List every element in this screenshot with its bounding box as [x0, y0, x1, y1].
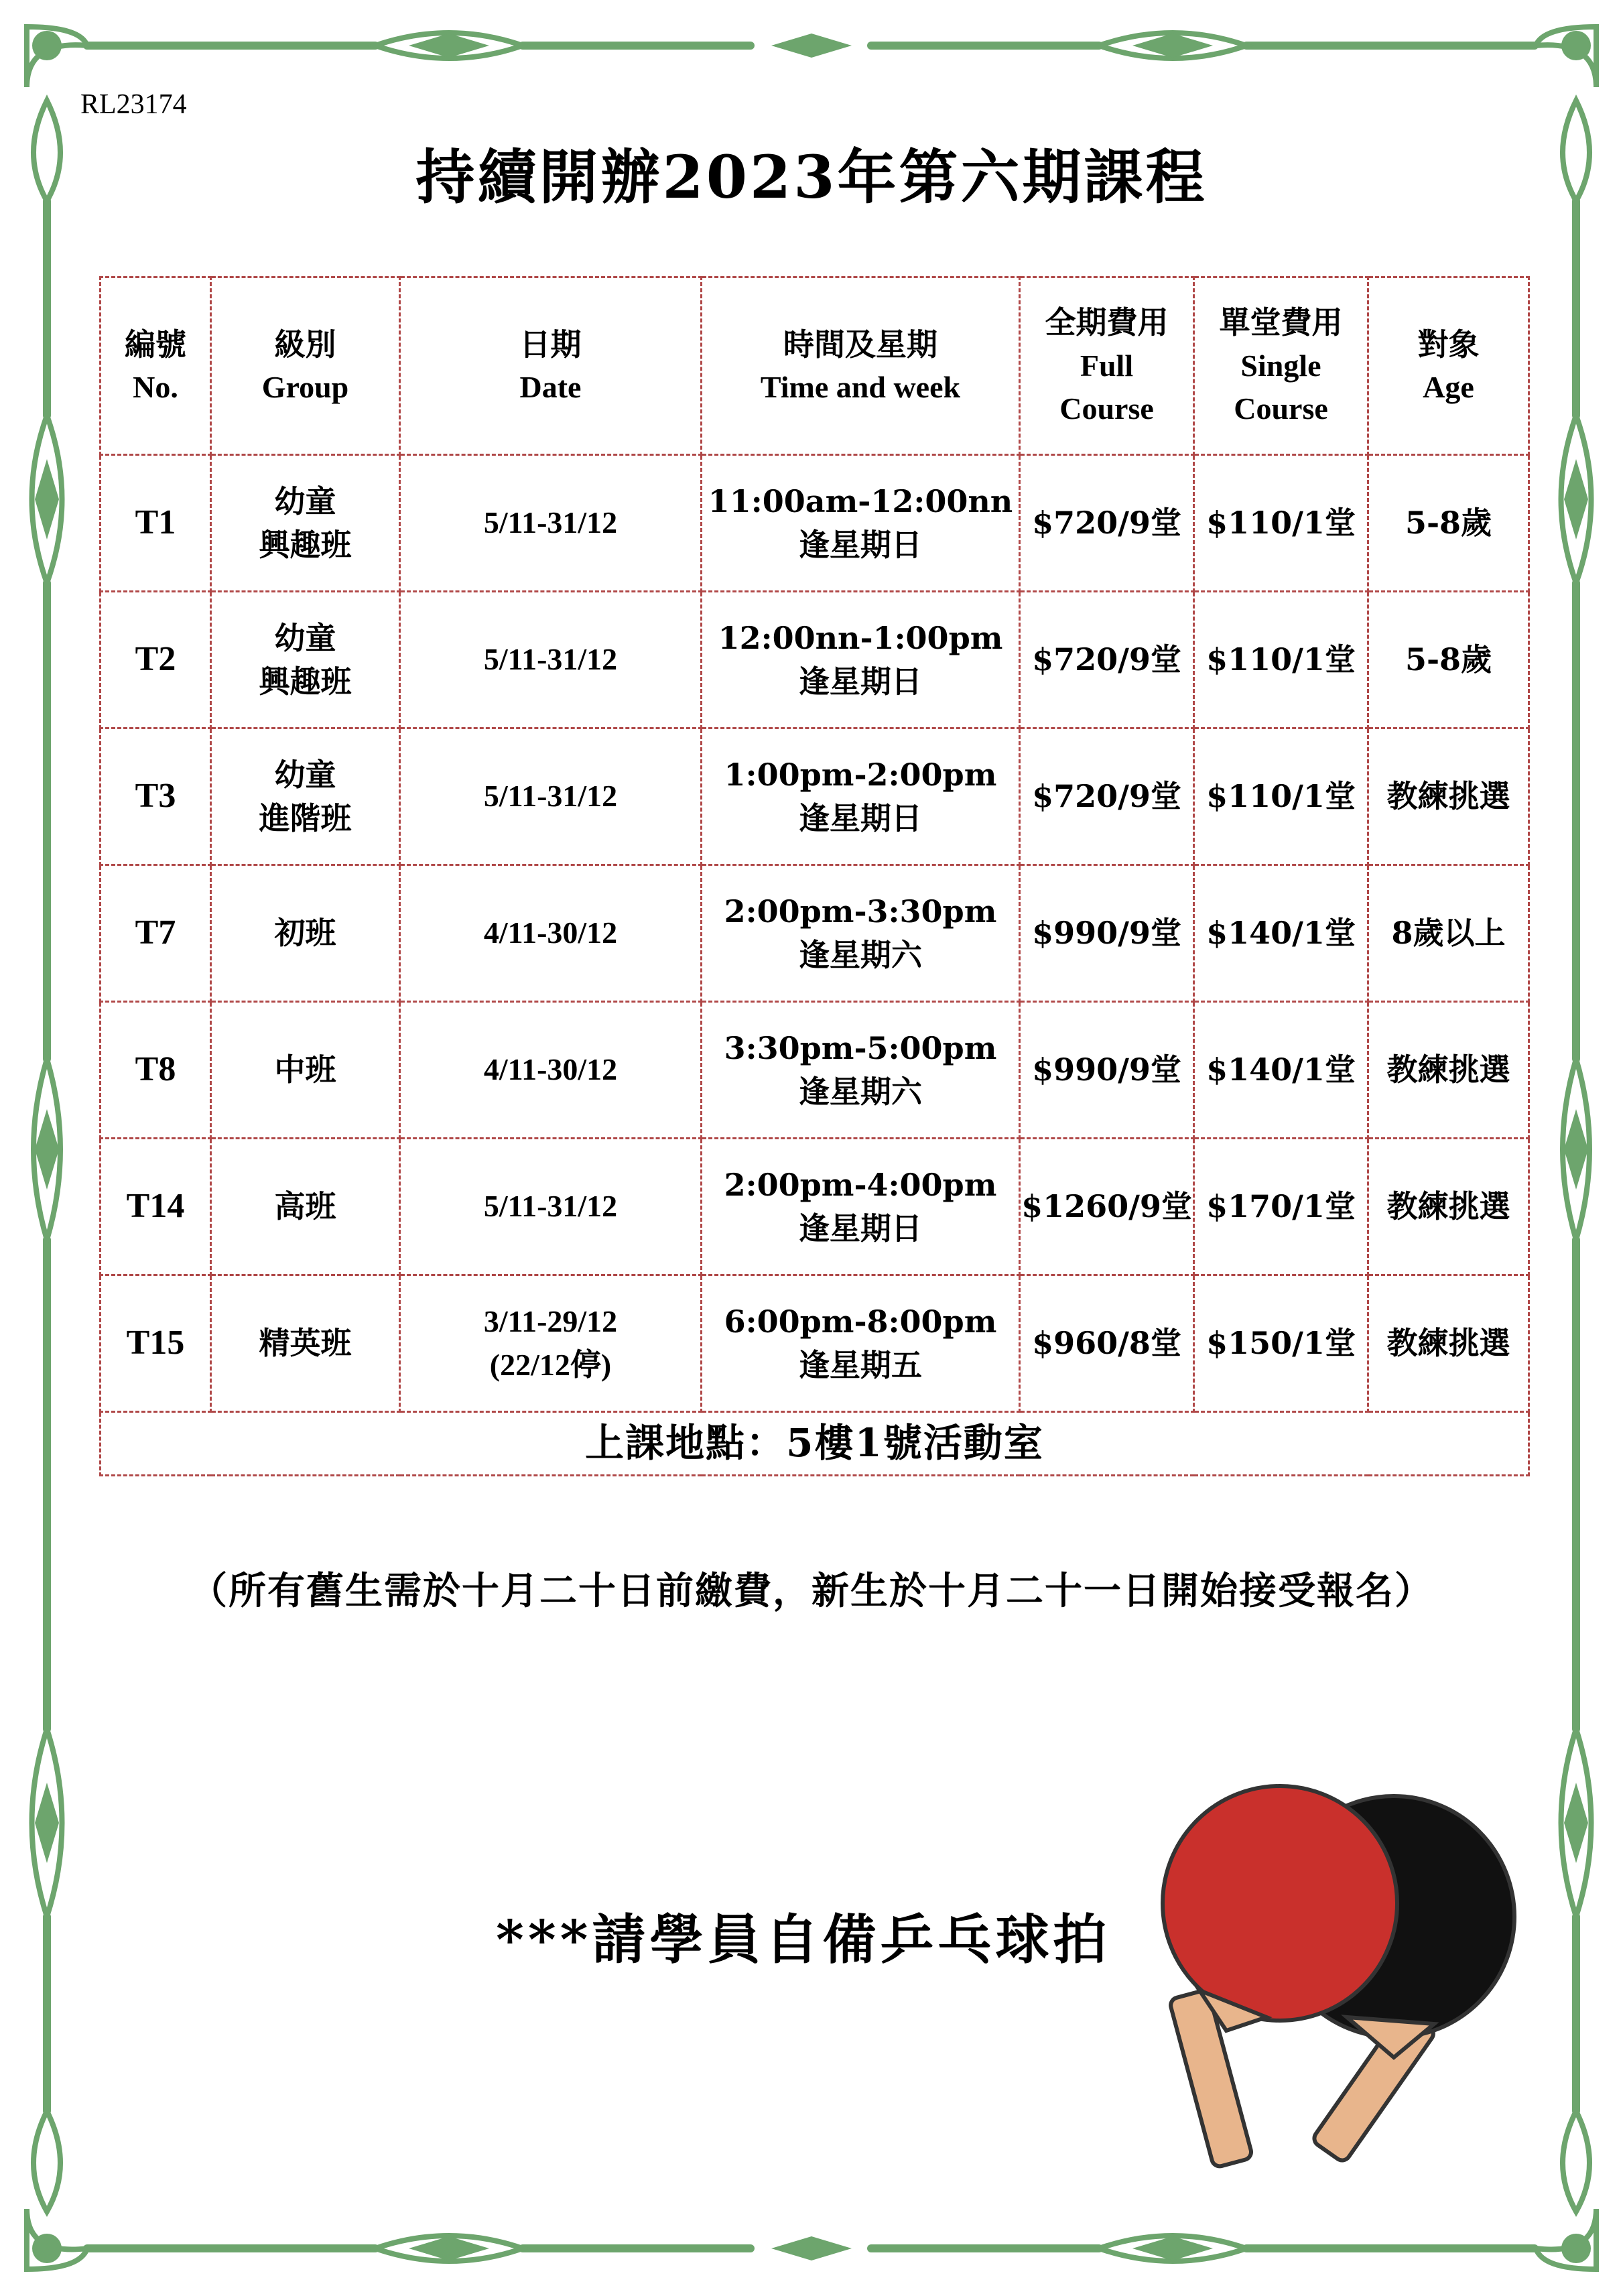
header-single-course: 單堂費用 Single Course	[1194, 277, 1368, 455]
age-age: 5-8歲	[1405, 505, 1492, 541]
course-time-cell	[702, 728, 1020, 865]
header-date: 日期 Date	[400, 277, 702, 455]
course-schedule-table	[99, 276, 1530, 1476]
single-fee-single: $150/1堂	[1206, 1325, 1356, 1362]
single-fee-cell	[1194, 1139, 1368, 1275]
course-code-cell	[101, 1275, 211, 1412]
table-header-row	[101, 277, 1529, 455]
single-fee-single: $110/1堂	[1206, 505, 1356, 541]
course-group-group1: 幼童	[274, 483, 336, 520]
registration-notice: （所有舊生需於十月二十日前繳費，新生於十月二十一日開始接受報名）	[190, 1569, 1433, 1613]
full-course-fee-full: $990/9堂	[1032, 915, 1181, 952]
course-code-code: T2	[135, 640, 176, 679]
course-code-cell	[101, 865, 211, 1002]
full-course-fee-cell	[1020, 455, 1194, 592]
single-fee-cell	[1194, 455, 1368, 592]
course-date-date1: 4/11-30/12	[483, 1052, 618, 1087]
age-cell	[1368, 455, 1529, 592]
full-course-fee-full: $720/9堂	[1032, 641, 1181, 678]
full-course-fee-full: $1260/9堂	[1021, 1188, 1192, 1225]
course-time-cell	[702, 592, 1020, 728]
course-code-code: T8	[135, 1050, 176, 1089]
course-date-cell	[400, 1275, 702, 1412]
course-time-day: 逢星期六	[799, 1073, 922, 1110]
course-time-time: 3:30pm-5:00pm	[724, 1030, 997, 1067]
course-group-cell	[211, 592, 400, 728]
course-time-day: 逢星期日	[799, 663, 922, 700]
single-fee-cell	[1194, 728, 1368, 865]
full-course-fee-full: $720/9堂	[1032, 505, 1181, 541]
course-code-cell	[101, 455, 211, 592]
table-row	[101, 455, 1529, 592]
course-code-cell	[101, 1139, 211, 1275]
single-fee-single: $110/1堂	[1206, 641, 1356, 678]
course-group-cell	[211, 865, 400, 1002]
header-full-course: 全期費用 Full Course	[1020, 277, 1194, 455]
full-course-fee-full: $990/9堂	[1032, 1051, 1181, 1088]
single-fee-cell	[1194, 592, 1368, 728]
course-time-day: 逢星期日	[799, 1210, 922, 1247]
course-code-code: T14	[126, 1187, 185, 1226]
full-course-fee-cell	[1020, 1275, 1194, 1412]
course-time-time: 2:00pm-3:30pm	[724, 893, 997, 930]
course-time-cell	[702, 455, 1020, 592]
course-time-time: 12:00nn-1:00pm	[718, 620, 1003, 657]
course-time-day: 逢星期五	[799, 1346, 922, 1383]
age-age: 教練挑選	[1386, 1188, 1510, 1225]
table-row	[101, 865, 1529, 1002]
course-date-cell	[400, 455, 702, 592]
age-age: 教練挑選	[1386, 1051, 1510, 1088]
age-age: 8歲以上	[1391, 915, 1506, 952]
course-date-cell	[400, 865, 702, 1002]
course-date-date1: 5/11-31/12	[483, 1189, 618, 1224]
single-fee-cell	[1194, 1002, 1368, 1139]
single-fee-single: $170/1堂	[1206, 1188, 1356, 1225]
course-date-date1: 4/11-30/12	[483, 915, 618, 950]
header-no: 編號 No.	[101, 277, 211, 455]
course-time-time: 1:00pm-2:00pm	[724, 757, 997, 793]
table-row	[101, 1275, 1529, 1412]
course-time-day: 逢星期六	[799, 936, 922, 973]
header-time: 時間及星期 Time and week	[702, 277, 1020, 455]
course-group-group2: 興趣班	[259, 663, 352, 700]
course-group-cell	[211, 1275, 400, 1412]
course-group-group1: 幼童	[274, 620, 336, 657]
course-code-code: T1	[135, 503, 176, 542]
single-fee-cell	[1194, 865, 1368, 1002]
course-group-cell	[211, 1139, 400, 1275]
course-group-group2: 興趣班	[259, 526, 352, 563]
full-course-fee-cell	[1020, 728, 1194, 865]
single-fee-single: $110/1堂	[1206, 778, 1356, 815]
age-cell	[1368, 592, 1529, 728]
course-time-time: 6:00pm-8:00pm	[724, 1303, 997, 1340]
location-row	[101, 1412, 1529, 1476]
table-row	[101, 1002, 1529, 1139]
header-age: 對象 Age	[1368, 277, 1529, 455]
full-course-fee-cell	[1020, 592, 1194, 728]
course-time-cell	[702, 1139, 1020, 1275]
course-group-group2: 進階班	[259, 800, 352, 836]
course-code-code: T3	[135, 777, 176, 816]
table-row	[101, 592, 1529, 728]
age-cell	[1368, 1275, 1529, 1412]
full-course-fee-full: $720/9堂	[1032, 778, 1181, 815]
table-row	[101, 1139, 1529, 1275]
age-cell	[1368, 1002, 1529, 1139]
course-time-day: 逢星期日	[799, 800, 922, 836]
page-title: 持續開辦2023年第六期課程	[415, 142, 1208, 212]
age-cell	[1368, 865, 1529, 1002]
course-code-code: T7	[135, 913, 176, 952]
course-date-date1: 5/11-31/12	[483, 779, 618, 814]
course-time-time: 2:00pm-4:00pm	[724, 1167, 997, 1204]
full-course-fee-full: $960/8堂	[1032, 1325, 1181, 1362]
single-fee-single: $140/1堂	[1206, 1051, 1356, 1088]
location-cell: 上課地點：5樓1號活動室	[101, 1412, 1529, 1476]
age-cell	[1368, 1139, 1529, 1275]
course-time-cell	[702, 1275, 1020, 1412]
course-date-cell	[400, 592, 702, 728]
course-group-group1: 精英班	[259, 1325, 352, 1362]
course-group-group1: 初班	[274, 915, 336, 952]
age-age: 5-8歲	[1405, 641, 1492, 678]
course-date-cell	[400, 1139, 702, 1275]
bring-paddle-note: ***請學員自備乒乓球拍	[496, 1908, 1111, 1971]
course-date-cell	[400, 1002, 702, 1139]
course-time-time: 11:00am-12:00nn	[708, 483, 1013, 520]
age-age: 教練挑選	[1386, 778, 1510, 815]
single-fee-single: $140/1堂	[1206, 915, 1356, 952]
full-course-fee-cell	[1020, 1002, 1194, 1139]
table-row	[101, 728, 1529, 865]
course-date-cell	[400, 728, 702, 865]
full-course-fee-cell	[1020, 1139, 1194, 1275]
ping-pong-paddles-icon	[1126, 1776, 1541, 2178]
course-date-date1: 5/11-31/12	[483, 505, 618, 540]
course-code-cell	[101, 1002, 211, 1139]
course-group-cell	[211, 1002, 400, 1139]
course-group-cell	[211, 455, 400, 592]
course-group-cell	[211, 728, 400, 865]
course-date-date1: 3/11-29/12	[483, 1304, 618, 1339]
course-time-day: 逢星期日	[799, 526, 922, 563]
course-time-cell	[702, 865, 1020, 1002]
course-group-group1: 中班	[274, 1051, 336, 1088]
reference-code: RL23174	[80, 89, 187, 120]
course-time-cell	[702, 1002, 1020, 1139]
course-date-date2: (22/12停)	[489, 1347, 612, 1382]
course-code-cell	[101, 592, 211, 728]
course-date-date1: 5/11-31/12	[483, 642, 618, 677]
course-code-cell	[101, 728, 211, 865]
single-fee-cell	[1194, 1275, 1368, 1412]
course-group-group1: 幼童	[274, 757, 336, 793]
age-cell	[1368, 728, 1529, 865]
course-code-code: T15	[126, 1324, 185, 1362]
age-age: 教練挑選	[1386, 1325, 1510, 1362]
header-group: 級別 Group	[211, 277, 400, 455]
course-group-group1: 高班	[274, 1188, 336, 1225]
full-course-fee-cell	[1020, 865, 1194, 1002]
